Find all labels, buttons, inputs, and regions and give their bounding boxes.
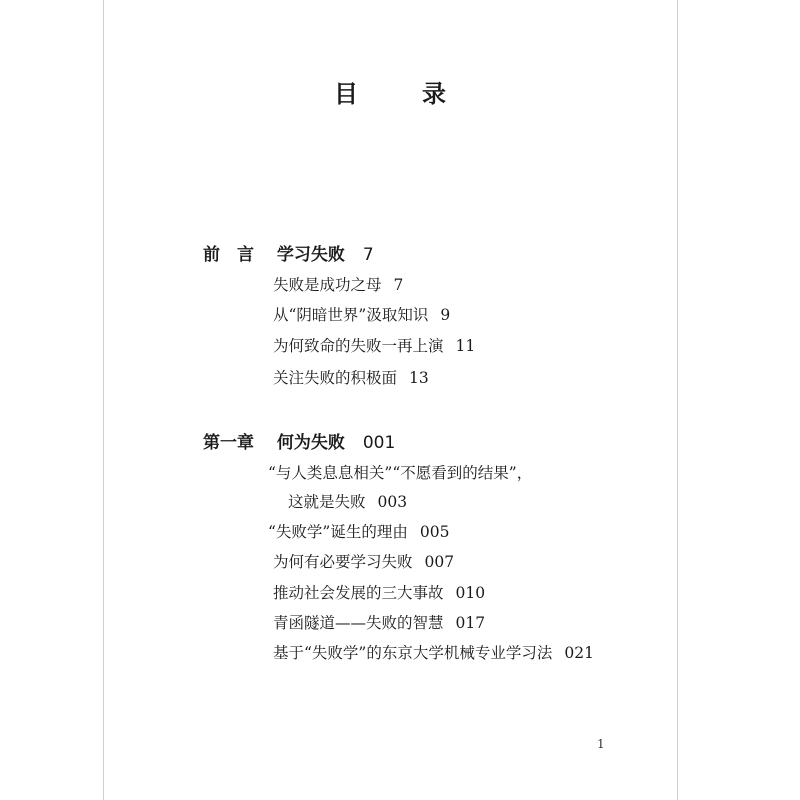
- toc-entry[interactable]: [273, 550, 454, 572]
- entry-page-number: 11: [455, 337, 476, 355]
- page-frame: [103, 0, 678, 800]
- entry-title: “与人类息息相关”“不愿看到的结果”，: [268, 464, 533, 482]
- entry-page-number: 007: [424, 553, 455, 571]
- section-label: 第一章: [203, 433, 254, 453]
- toc-entry[interactable]: [273, 611, 485, 633]
- toc-entry[interactable]: [268, 520, 449, 542]
- entry-title: 基于“失败学”的东京大学机械专业学习法: [273, 644, 553, 662]
- toc-title-text: 目 录: [334, 80, 466, 108]
- section-page-number: 001: [362, 433, 396, 453]
- entry-title: 这就是失败: [288, 493, 366, 511]
- section-name: 何为失败: [276, 433, 345, 453]
- toc-entry[interactable]: [273, 334, 475, 356]
- entry-title: 关注失败的积极面: [273, 369, 398, 387]
- entry-page-number: 017: [455, 614, 486, 632]
- entry-page-number: 9: [440, 306, 451, 324]
- toc-entry[interactable]: [273, 641, 594, 663]
- entry-title: 失败是成功之母: [273, 276, 382, 294]
- entry-title: “失败学”诞生的理由: [268, 523, 408, 541]
- entry-page-number: 005: [419, 523, 450, 541]
- toc-entry[interactable]: [273, 303, 450, 325]
- toc-entry[interactable]: [273, 581, 485, 603]
- entry-page-number: 13: [409, 369, 429, 387]
- section-label: 前 言: [203, 245, 254, 265]
- entry-page-number: 021: [564, 644, 594, 662]
- section-heading-chapter-1[interactable]: [203, 428, 395, 453]
- entry-title: 为何致命的失败一再上演: [273, 337, 444, 355]
- entry-title: 青函隧道——失败的智慧: [273, 614, 444, 632]
- entry-title: 为何有必要学习失败: [273, 553, 413, 571]
- section-name: 学习失败: [276, 245, 345, 265]
- entry-title: 推动社会发展的三大事故: [273, 584, 444, 602]
- section-heading-preface[interactable]: [203, 240, 374, 265]
- entry-title: 从“阴暗世界”汲取知识: [273, 306, 429, 324]
- entry-page-number: 010: [455, 584, 486, 602]
- toc-entry-continued[interactable]: [288, 490, 407, 512]
- section-page-number: 7: [362, 245, 374, 265]
- page-number-folio: 1: [597, 737, 605, 751]
- toc-entry[interactable]: [273, 273, 403, 295]
- toc-entry[interactable]: [268, 461, 532, 483]
- entry-page-number: 003: [377, 493, 408, 511]
- toc-entry[interactable]: [273, 366, 429, 388]
- entry-page-number: 7: [393, 276, 404, 294]
- page-title: [0, 74, 800, 109]
